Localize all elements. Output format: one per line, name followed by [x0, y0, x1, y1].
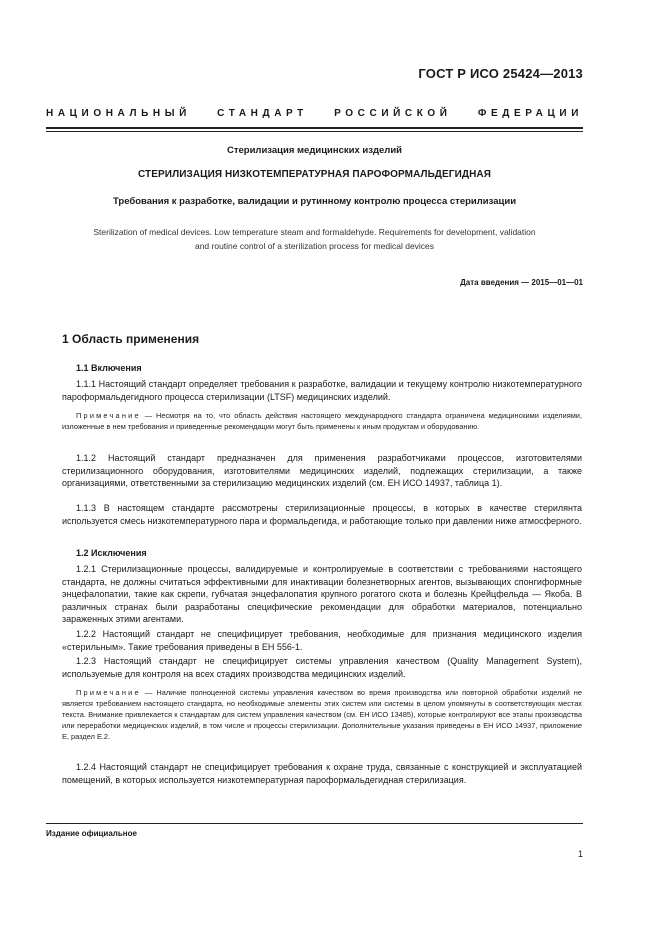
inclusions-heading: 1.1 Включения: [76, 363, 142, 373]
english-title: [46, 225, 583, 253]
subject-title: Стерилизация медицинских изделий: [226, 145, 403, 156]
standard-number: ГОСТ Р ИСО 25424—2013: [418, 66, 583, 81]
note-2-text: — Наличие полноценной системы управления качеством во время производства или повторной обработки изделий не является требованием настоящего стандарта, но необходимые элементы этих систем или системы в целом упомянуты в соответствующих местах текста. Внимание привлекается к стандартам для систем управления качеством (см. ЕН ИСО 13485), которые контролируют все этапы производства или переработки медицинских изделий, в том числе и процессы стерилизации. Дополнительные указания приведены в ЕН ИСО 14937, приложение Е, раздел Е.2.: [62, 688, 582, 741]
introduction-date: Дата введения — 2015—01—01: [460, 278, 583, 287]
national-standard-banner: НАЦИОНАЛЬНЫЙ СТАНДАРТ РОССИЙСКОЙ ФЕДЕРАЦИИ: [46, 108, 583, 119]
paragraph-1-2-1: 1.2.1 Стерилизационные процессы, валидируемые и контролируемые в соответствии с требованиями настоящего стандарта, не должны считаться эффективными для инактивации болезнетворных агентов, вызывающих спонгиформные энцефалопатии, такие как скрепи, губчатая энцефалопатия крупного рогатого скота и болезнь Крейцфельда — Якоба. В различных странах были разработаны специфические рекомендации для обработки материалов, потенциально зараженных этими агентами.: [62, 564, 582, 624]
note-1: [62, 410, 582, 432]
paragraph-1-2-2: 1.2.2 Настоящий стандарт не специфицирует требования, необходимые для признания медицинского изделия «стерильным». Такие требования приведены в ЕН 556-1.: [62, 629, 582, 652]
note-2-label: Примечание: [76, 688, 141, 697]
paragraph-1-1-3: 1.1.3 В настоящем стандарте рассмотрены стерилизационные процессы, в которых в качестве стерилянта используется смесь низкотемпературного пара и формальдегида, и работающие только при давлении ниже атмосферного.: [62, 503, 582, 526]
header-rule-thick: [46, 127, 583, 129]
footer-rule: [46, 823, 583, 824]
paragraph-1-1-1: 1.1.1 Настоящий стандарт определяет требования к разработке, валидации и текущему контролю низкотемпературного пароформальдегидного процесса стерилизации (LTSF) медицинских изделий.: [62, 379, 582, 402]
page-number: 1: [577, 849, 583, 859]
english-title-line-1: Sterilization of medical devices. Low temperature steam and formaldehyde. Requirements for development, validation: [93, 227, 536, 237]
header-rule-thin: [46, 131, 583, 132]
english-title-line-2: and routine control of a sterilization process for medical devices: [194, 241, 435, 251]
paragraph-1-1-2: 1.1.2 Настоящий стандарт предназначен для применения разработчиками процессов, изготовителями стерилизационного оборудования, изготовителями медицинских изделий, подлежащих стерилизации, а также организациями, ответственными за стерилизацию медицинских изделий (см. ЕН ИСО 14937, таблица 1).: [62, 453, 582, 488]
exclusions-heading: 1.2 Исключения: [76, 548, 147, 558]
paragraph-1-2-4: 1.2.4 Настоящий стандарт не специфицирует требования к охране труда, связанные с конструкцией и эксплуатацией помещений, в которых используется низкотемпературная пароформальдегидная стерилизация.: [62, 762, 582, 785]
note-1-label: Примечание: [76, 411, 141, 420]
sub-title: Требования к разработке, валидации и рутинному контролю процесса стерилизации: [112, 196, 517, 207]
note-2: [62, 687, 582, 742]
main-title: СТЕРИЛИЗАЦИЯ НИЗКОТЕМПЕРАТУРНАЯ ПАРОФОРМАЛЬДЕГИДНАЯ: [137, 169, 492, 180]
note-1-text: — Несмотря на то, что область действия настоящего международного стандарта ограничена медицинскими изделиями, изложенные в нем требования и приведенные рекомендации могут быть применены к иным продуктам и оборудованию.: [62, 411, 582, 431]
edition-label: Издание официальное: [46, 829, 137, 838]
section-title: 1 Область применения: [62, 332, 200, 346]
paragraph-1-2-3: 1.2.3 Настоящий стандарт не специфицирует системы управления качеством (Quality Management System), используемые для контроля на всех стадиях производства медицинских изделий.: [62, 656, 582, 679]
